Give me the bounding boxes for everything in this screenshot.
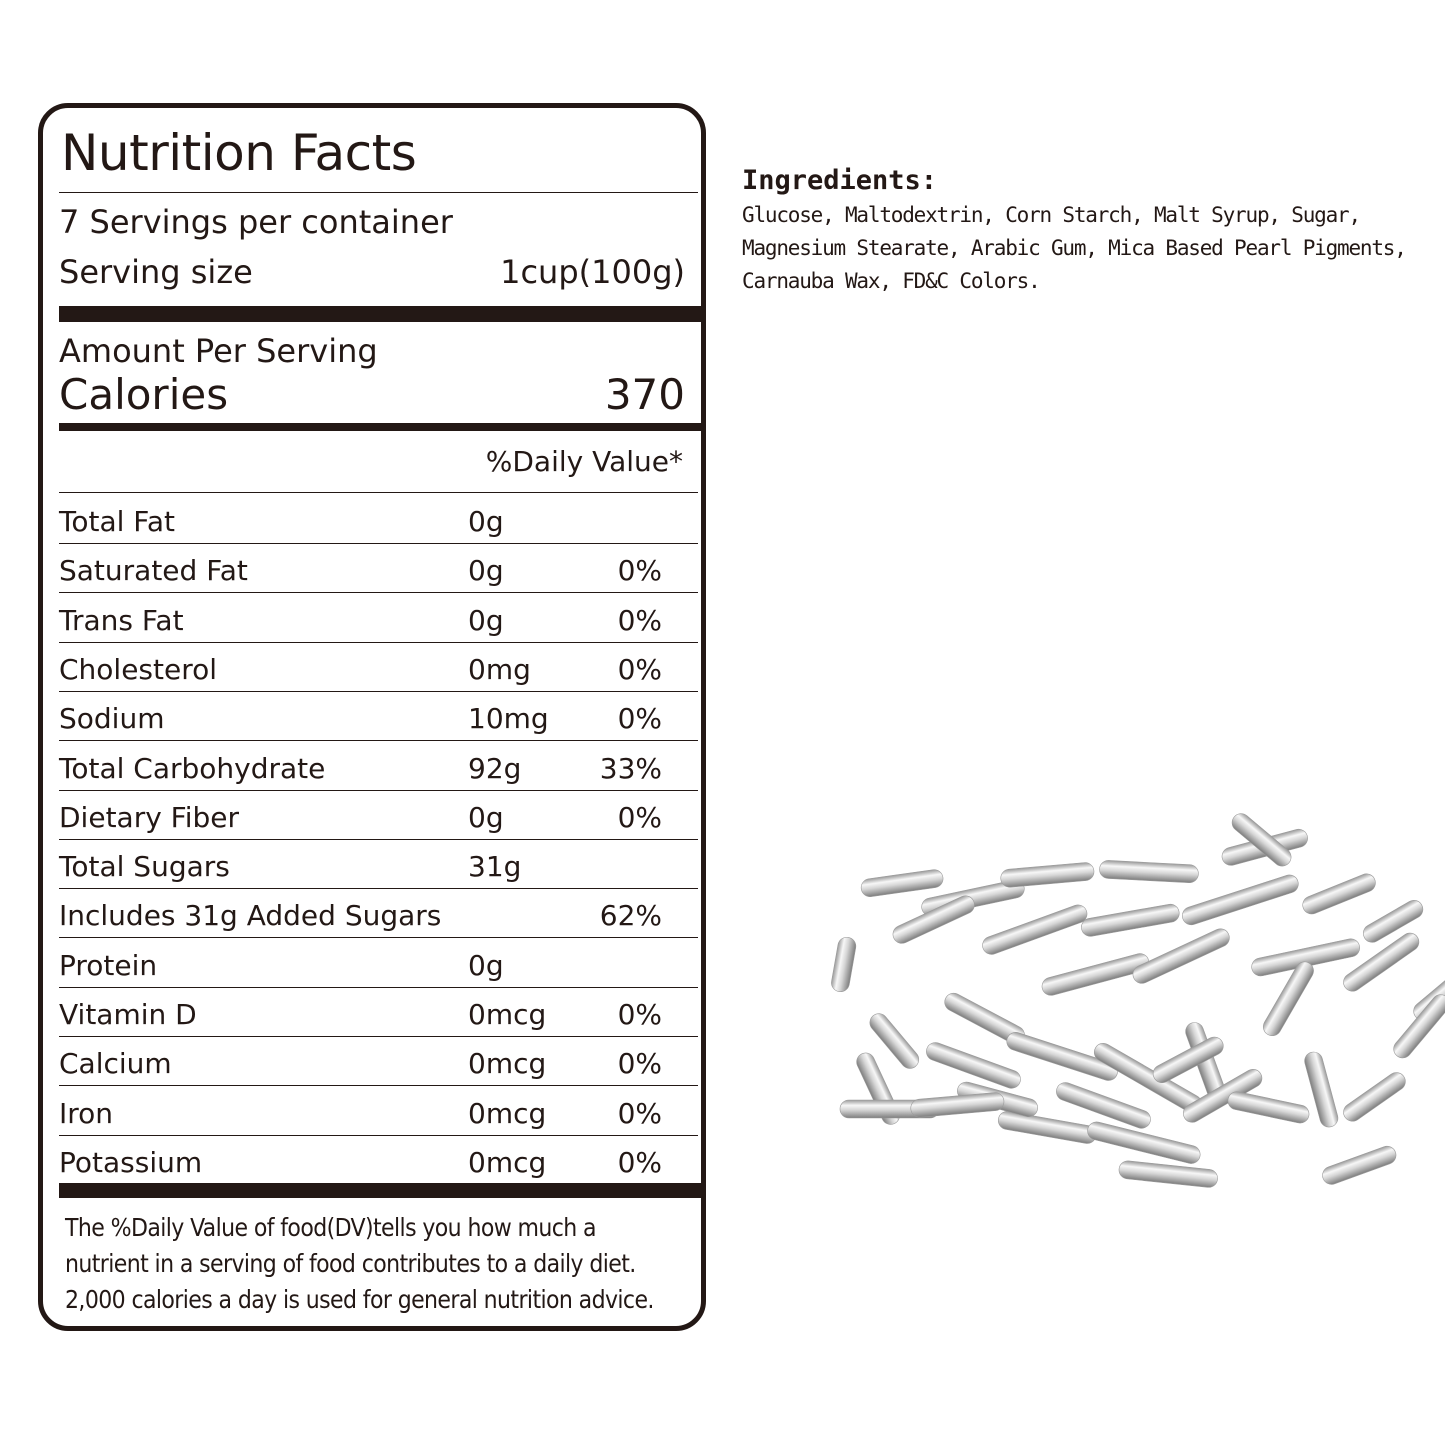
calories-label: Calories (59, 370, 229, 419)
sprinkle-rod (1340, 1069, 1409, 1125)
ingredients-title: Ingredients: (742, 165, 938, 196)
nutrient-amount: 0g (468, 554, 504, 588)
thick-divider-calories (59, 423, 702, 431)
nutrient-daily-value: 0% (617, 554, 662, 588)
servings-per-container: 7 Servings per container (59, 203, 453, 241)
amount-per-serving: Amount Per Serving (59, 332, 378, 370)
serving-size-value: 1cup(100g) (500, 253, 685, 291)
nutrient-name: Total Fat (59, 505, 175, 538)
nutrient-name: Iron (59, 1096, 114, 1130)
nutrient-row (59, 939, 698, 988)
footnote-line: 2,000 calories a day is used for general nutrition advice. (65, 1285, 654, 1314)
nutrient-amount: 0g (468, 948, 504, 982)
nutrient-daily-value: 0% (617, 1145, 662, 1179)
nutrient-name: Total Carbohydrate (59, 751, 326, 785)
nutrient-row (59, 1087, 698, 1136)
nutrient-daily-value: 0% (617, 1096, 662, 1130)
nutrient-daily-value: 0% (617, 603, 662, 637)
nutrient-daily-value: 0% (617, 800, 662, 834)
ingredients-list (742, 199, 1442, 298)
nutrient-row (59, 889, 698, 938)
sprinkle-rod (980, 902, 1090, 957)
sprinkle-rods (830, 810, 1445, 1188)
ingredients-line: Carnauba Wax, FD&C Colors. (742, 269, 1040, 293)
nutrient-amount: 0mg (468, 652, 531, 686)
daily-value-header: %Daily Value* (485, 445, 683, 478)
nutrient-name: Cholesterol (59, 652, 218, 686)
nutrient-row (59, 643, 698, 692)
sprinkle-rod (1320, 1144, 1399, 1187)
dv-divider (59, 492, 698, 493)
nutrient-daily-value: 0% (617, 702, 662, 736)
footnote-line: The %Daily Value of food(DV)tells you how much a (65, 1213, 596, 1242)
sprinkle-rod (860, 869, 944, 898)
sprinkle-rod (1226, 1090, 1310, 1125)
nutrient-row (59, 1136, 698, 1185)
nutrient-name: Trans Fat (59, 603, 184, 637)
nutrient-amount: 0g (468, 603, 504, 637)
nutrient-row (59, 988, 698, 1037)
thick-divider-serving (59, 306, 702, 322)
nutrient-amount: 0g (468, 800, 504, 834)
daily-value-footnote (65, 1210, 705, 1318)
nutrient-amount: 0mcg (468, 1047, 547, 1081)
nutrient-row (59, 692, 698, 741)
nutrient-daily-value: 0% (617, 1047, 662, 1081)
nutrient-name: Potassium (59, 1145, 203, 1179)
nutrient-name: Sodium (59, 702, 165, 736)
nutrient-amount: 92g (468, 751, 522, 785)
silver-sprinkles-image (800, 790, 1445, 1220)
nutrient-row (59, 742, 698, 791)
nutrient-amount: 0mcg (468, 1096, 547, 1130)
ingredients-line: Magnesium Stearate, Arabic Gum, Mica Based Pearl Pigments, (742, 236, 1406, 260)
nutrient-amount: 10mg (468, 702, 549, 736)
nutrient-daily-value: 0% (617, 652, 662, 686)
nutrient-row (59, 495, 698, 544)
nutrient-name: Includes 31g Added Sugars (59, 899, 442, 933)
nutrient-name: Protein (59, 948, 158, 982)
nutrient-amount: 31g (468, 850, 522, 884)
nutrient-row (59, 791, 698, 840)
sprinkle-rod (997, 1110, 1098, 1145)
serving-size-label: Serving size (59, 253, 253, 291)
ingredients-line: Glucose, Maltodextrin, Corn Starch, Malt Syrup, Sugar, (742, 203, 1360, 227)
nutrient-row (59, 594, 698, 643)
nutrient-name: Saturated Fat (59, 554, 248, 588)
nutrient-row (59, 1037, 698, 1086)
nutrition-title: Nutrition Facts (61, 124, 417, 182)
nutrient-name: Calcium (59, 1047, 172, 1081)
nutrient-name: Total Sugars (59, 850, 230, 884)
calories-value: 370 (604, 370, 685, 419)
sprinkle-rod (1080, 903, 1181, 938)
sprinkle-rod (1300, 871, 1378, 917)
nutrition-facts-panel (38, 103, 706, 1331)
sprinkle-rod (1180, 873, 1301, 928)
sprinkle-rod (1000, 862, 1095, 888)
thick-divider-bottom (59, 1183, 702, 1198)
nutrient-name: Vitamin D (59, 998, 197, 1031)
sprinkle-rod (1118, 1160, 1218, 1188)
sprinkle-rod (830, 936, 857, 993)
nutrient-row (59, 840, 698, 889)
title-divider (59, 192, 698, 193)
nutrient-daily-value: 62% (599, 899, 662, 933)
nutrient-amount: 0mcg (468, 1145, 547, 1179)
sprinkle-rod (1390, 991, 1445, 1062)
footnote-line: nutrient in a serving of food contributes to a daily diet. (65, 1249, 636, 1278)
nutrient-row (59, 544, 698, 593)
nutrient-name: Dietary Fiber (59, 800, 240, 834)
sprinkle-rod (924, 1040, 1023, 1091)
sprinkle-rod (910, 1092, 1005, 1118)
nutrient-daily-value: 33% (599, 751, 662, 785)
nutrient-amount: 0mcg (468, 998, 547, 1031)
sprinkle-rod (1099, 860, 1199, 883)
nutrient-amount: 0g (468, 505, 504, 538)
nutrient-daily-value: 0% (617, 998, 662, 1031)
